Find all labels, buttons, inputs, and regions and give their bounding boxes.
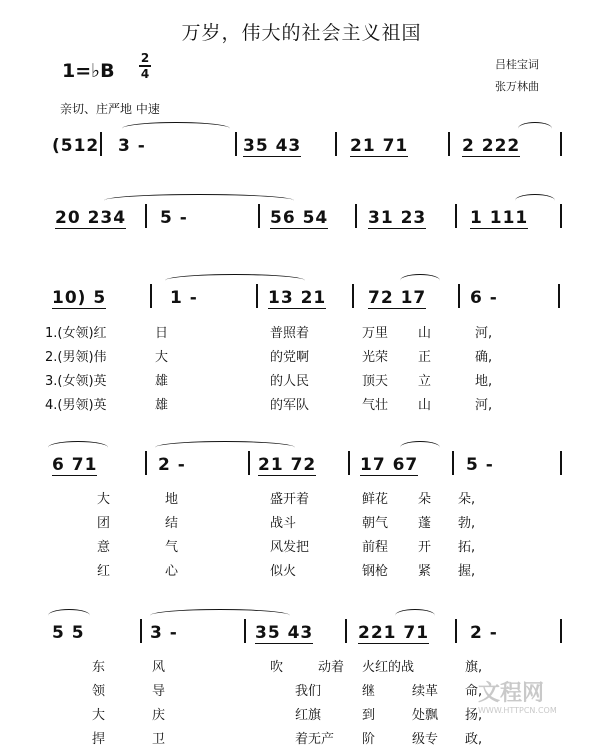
measure: 10) 5 xyxy=(52,288,107,308)
measure: 72 17 xyxy=(368,288,427,308)
measure: 5 - xyxy=(466,455,494,475)
measure: 20 234 xyxy=(55,208,127,228)
measure: 1 - xyxy=(170,288,198,308)
verse-line: 红 心 似火 钢枪 紧 握, xyxy=(97,564,476,579)
time-signature xyxy=(139,52,151,80)
song-title: 万岁，伟大的社会主义祖国 xyxy=(181,22,422,44)
measure: 2 222 xyxy=(462,136,521,156)
key-signature: 1=♭B xyxy=(62,60,115,82)
verse-line: 团 结 战斗 朝气 蓬 勃, xyxy=(97,516,476,531)
lyricist-credit: 吕桂宝词 xyxy=(495,58,539,71)
time-top: 2 xyxy=(140,51,150,65)
measure: 35 43 xyxy=(243,136,302,156)
verse-line: 2.(男领)伟 大 的党啊 光荣 正 确, xyxy=(45,350,493,365)
staff-row-1 xyxy=(0,128,603,178)
verse-line: 4.(男领)英 雄 的军队 气壮 山 河, xyxy=(45,398,493,413)
measure: 35 43 xyxy=(255,623,314,643)
measure: (512 xyxy=(52,136,100,156)
measure: 31 23 xyxy=(368,208,427,228)
verse-line: 东 风 吹 动着 火红的战 旗, xyxy=(92,660,483,675)
measure: 5 5 xyxy=(52,623,85,643)
measure: 2 - xyxy=(158,455,186,475)
measure: 6 - xyxy=(470,288,498,308)
measure: 6 71 xyxy=(52,455,98,475)
measure: 21 71 xyxy=(350,136,409,156)
tempo-marking: 亲切、庄严地 中速 xyxy=(60,102,160,116)
measure: 17 67 xyxy=(360,455,419,475)
measure: 5 - xyxy=(160,208,188,228)
verse-line: 3.(女领)英 雄 的人民 顶天 立 地, xyxy=(45,374,493,389)
measure: 21 72 xyxy=(258,455,317,475)
verse-line: 大 地 盛开着 鲜花 朵 朵, xyxy=(97,492,476,507)
verse-line: 1.(女领)红 日 普照着 万里 山 河, xyxy=(45,326,493,341)
measure: 3 - xyxy=(150,623,178,643)
verse-line: 领 导 我们 继 续革 命, xyxy=(92,684,483,699)
verse-line: 意 气 风发把 前程 开 拓, xyxy=(97,540,476,555)
measure: 3 - xyxy=(118,136,146,156)
measure: 2 - xyxy=(470,623,498,643)
composer-credit: 张万林曲 xyxy=(495,80,539,93)
measure: 56 54 xyxy=(270,208,329,228)
verse-line: 捍 卫 着无产 阶 级专 政, xyxy=(92,732,483,747)
measure: 1 111 xyxy=(470,208,529,228)
watermark-url: WWW.HTTPCN.COM xyxy=(478,706,557,715)
measure: 13 21 xyxy=(268,288,327,308)
verse-line: 大 庆 红旗 到 处飘 扬, xyxy=(92,708,483,723)
watermark-logo: 文程网 xyxy=(478,681,545,706)
measure: 221 71 xyxy=(358,623,430,643)
time-bottom: 4 xyxy=(140,66,150,81)
staff-row-2 xyxy=(0,200,603,250)
